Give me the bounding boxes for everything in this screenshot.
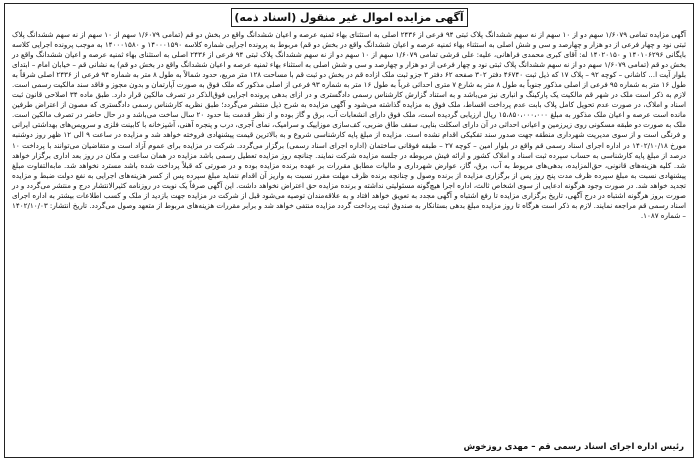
notice-signature: رئیس اداره اجرای اسناد رسمی قم – مهدی روزخوش [463, 442, 684, 452]
notice-title: آگهی مزایده اموال غیر منقول (اسناد ذمه) [231, 8, 468, 27]
notice-body: آگهی مزایده تمامی ۱/۶۰۷۹ سهم دو از ۱۰ سهم از نه سهم ششدانگ پلاک ثبتی ۹۴ فرعی از ۲۴۳۶ اصلی به استثنای بهاء ثمنیه عرصه و اعیان ششدانگ واقع در بخش دو قم (تمامی ۱/۶۰۷۹ سهم از ۱۰ سهم از نه سهم ششدانگ پلاک ثبتی نود و چهار فرعی از دو هزار و چهارصد و سی و شش اصلی به استثناء بهاء ثمنیه عرصه و اعیان ششدانگ واقع در بخش دو قم) مربوط به پرونده اجرایی شماره کلاسه ۱۴۰۰۰۱۵۹۰ و ۱۴۰۰۰۱۵۸۰ به موجب پرونده اجرایی کلاسه بایگانی ۱۴۰۱۰۶۲۹۶ و ۱۴۰۲۰۱۵۰ له: آقای کبری محمدی فراهانی، علیه: علی قرشی تمامی ۱/۶۰۷۹ سهم از ۱۰ سهم دو از نه سهم ششدانگ پلاک ثبتی ۹۴ فرعی از ۲۴۳۶ اصلی به استثنای بهاء ثمنیه عرصه و اعیان ششدانگ واقع در بخش دو قم (تمامی ۱/۶۰۷۹ سهم دو از نه سهم ششدانگ پلاک ثبتی نود و چهار فرعی از دو هزار و چهارصد و سی و شش اصلی به استثناء بهاء ثمنیه عرصه و اعیان ششدانگ واقع در بخش دو قم) به نشانی قم – خیابان امام – ابتدای بلوار آیت ا... کاشانی – کوچه ۹۲ – پلاک ۱۷ که ذیل ثبت ۴۶۷۴۰ دفتر ۳۰۲ صفحه ۶۲ دفتر ۳ جزو ثبت ملک ازاده قم در بخش دو ثبت قم با مساحت ۱۲۸ متر مربع، حدود شمالاً به طول ۸ متر به شماره ۹۴ فرعی از ۲۴۳۶ اصلی شرقاً به طول ۱۶ متر به شماره ۹۵ فرعی از اصلی مذکور جنوباً به طول ۸ متر به شارع ۷ متری احداثی غرباً به طول ۱۶ متر به شماره ۹۳ فرعی از اصلی مذکور که ملک فوق به صورت آپارتمان و بدون مجوز و فاقد سند مالکیت رسمی است. لازم به ذکر است ملک در شهر قم مالکیت یک پارکینگ و انباری نیز می‌باشد و به استناد گزارش کارشناس رسمی دادگستری و در ازای بدهی پرونده اجرایی فوق‌الذکر در تصرف مالکین قرار دارد. طبق ماده ۳۴ اصلاحی قانون ثبت اسناد و املاک، در صورت عدم تحویل کامل پلاک بابت عدم پرداخت اقساط، ملک فوق به مزایده گذاشته می‌شود و آگهی مزایده به شرح ذیل منتشر می‌گردد؛ طبق نظریه کارشناس رسمی دادگستری که مصون از اعتراض طرفین مانده است عرصه و اعیان ملک مذکور به مبلغ ۱۵،۸۵۰،۰۰۰،۰۰۰ ریال ارزیابی گردیده است، ملک فوق دارای انشعابات آب، برق و گاز بوده و از نظر قدمت بنا حدود ۲۰ سال ساخت می‌باشد و در حال حاضر در تصرف مالکین است. ملک به صورت دو طبقه مسکونی روی زیرزمین و اعیانی احداثی در آن دارای اسکلت بنایی، سقف طاق ضربی، کف‌سازی موزاییک و سرامیک، نمای آجری، درب و پنجره آهنی، آشپزخانه با کابینت فلزی و سرویس‌های بهداشتی ایرانی و فرنگی است و از سوی مدیریت شهرداری منطقه جهت صدور سند تفکیکی اقدام نشده است. مزایده از مبلغ پایه کارشناسی شروع و به بالاترین قیمت پیشنهادی فروخته خواهد شد و مزایده در ساعت ۹ الی ۱۲ ظهر روز دوشنبه مورخ ۱۴۰۲/۱۰/۱۸ در اداره اجرای اسناد رسمی قم واقع در بلوار امین – کوچه ۲۷ – طبقه فوقانی ساختمان (اداره اجرای اسناد رسمی) برگزار می‌گردد. شرکت در مزایده برای عموم آزاد است و متقاضیان می‌توانند با پرداخت ۱۰ درصد از مبلغ پایه کارشناسی به حساب سپرده ثبت اسناد و املاک کشور و ارائه فیش مربوطه در جلسه مزایده شرکت نمایند. چنانچه روز مزایده تعطیل رسمی باشد مزایده در همان ساعت و مکان در روز بعد اداری برگزار خواهد شد. کلیه هزینه‌های قانونی، حق‌المزایده، بدهی‌های مربوط به آب، برق، گاز، عوارض شهرداری و مالیات مطابق مقررات بر عهده برنده مزایده بوده و در صورتی که قبلاً پرداخت شده باشد مسترد نخواهد شد. مابه‌التفاوت مبلغ پیشنهادی نسبت به مبلغ سپرده ظرف مدت پنج روز پس از برگزاری مزایده از برنده وصول و چنانچه برنده ظرف مهلت مقرر نسبت به واریز آن اقدام ننماید مبلغ سپرده پس از کسر هزینه‌های اجرایی به نفع دولت ضبط و مزایده تجدید خواهد شد. در صورت وجود هرگونه ادعایی از سوی اشخاص ثالث، اداره اجرا هیچ‌گونه مسئولیتی نداشته و برنده مزایده حق اعتراض نخواهد داشت. این آگهی صرفاً یک نوبت در روزنامه کثیرالانتشار درج و منتشر می‌گردد و در صورت بروز هرگونه اشتباه در درج آگهی، تاریخ برگزاری مزایده تا رفع اشتباه و آگهی مجدد به تعویق خواهد افتاد و به علاقه‌مندان توصیه می‌شود قبل از شرکت در مزایده جهت بازدید از ملک و کسب اطلاعات بیشتر به اداره اجرای اسناد رسمی قم مراجعه نمایند. لازم به ذکر است هرگاه تا روز مزایده مبلغ بدهی بستانکار به صندوق ثبت پرداخت گردد مزایده منتفی خواهد شد و برابر مقررات هزینه‌های مربوط از متعهد وصول می‌گردد. تاریخ انتشار: ۱۴۰۲/۱۰/۰۳ – شماره ۱۰۸۷. [12, 30, 687, 220]
auction-notice [4, 3, 694, 458]
